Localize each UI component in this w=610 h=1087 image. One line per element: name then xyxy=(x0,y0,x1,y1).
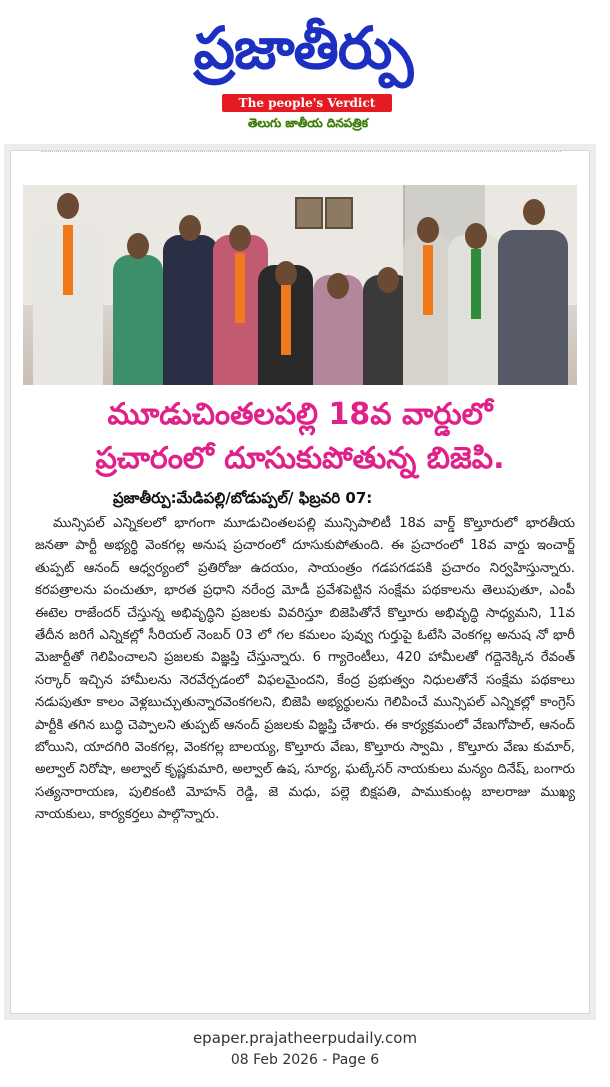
photo-scarf xyxy=(235,253,245,323)
article-dateline: ప్రజాతీర్పు:మేడిపల్లి/బోడుప్పల్/ ఫిబ్రవరి 07: xyxy=(113,489,373,507)
photo-scarf xyxy=(471,249,481,319)
masthead-title: ప్రజాతీర్పు xyxy=(193,14,413,82)
photo-scarf xyxy=(63,225,73,295)
footer-url[interactable]: epaper.prajatheerpudaily.com xyxy=(192,1029,418,1047)
news-photo xyxy=(23,185,577,385)
photo-person-head xyxy=(523,199,545,225)
photo-scarf xyxy=(423,245,433,315)
footer-page-info: 08 Feb 2026 - Page 6 xyxy=(230,1052,380,1068)
photo-person-head xyxy=(179,215,201,241)
photo-scarf xyxy=(281,285,291,355)
photo-person-head xyxy=(377,267,399,293)
clipping-cut-line xyxy=(41,151,561,160)
photo-person-head xyxy=(417,217,439,243)
photo-person xyxy=(498,230,568,385)
masthead-tagline: The people's Verdict xyxy=(222,94,392,112)
photo-person xyxy=(163,235,218,385)
photo-person-head xyxy=(229,225,251,251)
page-footer xyxy=(0,1028,610,1072)
article-headline xyxy=(11,395,589,479)
wall-frame-icon xyxy=(325,197,353,229)
photo-person-head xyxy=(127,233,149,259)
photo-person xyxy=(113,255,163,385)
masthead xyxy=(0,0,610,150)
photo-person-head xyxy=(275,261,297,287)
photo-person-head xyxy=(57,193,79,219)
article-body: మున్సిపల్ ఎన్నికలలో భాగంగా మూడుచింతలపల్లి మున్సిపాలిటీ 18వ వార్డ్ కొల్తూరులో భారతీయ జనతా పార్టీ అభ్యర్థి వెంకగల్ల అనుష ప్రచారంలో దూసుకుపోతుంది. ఈ ప్రచారంలో 18వ వార్డు ఇంచార్జ్ తుప్పట్ ఆనంద్ ఆధ్వర్యంలో ప్రతిరోజు ఉదయం, సాయంత్రం గడపగడపకి ప్రచారం నిర్వహిస్తున్నారు. కరపత్రాలను పంచుతూ, భారత ప్రధాని నరేంద్ర మోడీ ప్రవేశపెట్టిన సంక్షేమ పథకాలను తెలుపుతూ, ఎంపీ ఈటెల రాజేందర్ చేస్తున్న అభివృద్ధిని ప్రజలకు వివరిస్తూ బిజెపితోనే కొల్తూరు అభివృద్ధి సాధ్యమని, 11వ తేదీన జరిగే ఎన్నికల్లో సీరియల్ నెంబర్ 03 లో గల కమలం పువ్వు గుర్తుపై ఓటేసి వెంకగల్ల అనుష నో భారీ మెజార్టీతో గెలిపించాలని ప్రజలకు విజ్ఞప్తి చేస్తున్నారు. 6 గ్యారెంటీలు, 420 హామీలతో గద్దెనెక్కిన రేవంత్ సర్కార్ ఇచ్చిన హామీలను నెరవేర్చడంలో విఫలమైందని, కేంద్ర ప్రభుత్వం నిధులతోనే సంక్షేమ పథకాలు నడుపుతూ కాలం వెళ్లబుచ్చుతున్నారవెంకగలని, బిజెపి అభ్యర్థులను గెలిపించే మున్సిపల్ ఎన్నికల్లో కాంగ్రెస్ పార్టీకి తగిన బుద్ధి చెప్పాలని తుప్పట్ ఆనంద్ ప్రజలకు విజ్ఞప్తి చేశారు. ఈ కార్యక్రమంలో వేణుగోపాల్, ఆనంద్ బోయిని, యాదగిరి వెంకగల్ల, వెంకగల్ల బాలయ్య, కొల్తూరు వేణు, కొల్తూరు స్వామి , కొల్తూరు వేణు కుమార్, అల్వాల్ నిరోషా, అల్వాల్ కృష్ణకుమారి, అల్వాల్ ఉష, సూర్య, ఘట్కేసర్ నాయకులు మన్యం దినేష్, బంగారు సత్యనారాయణ, పులికంటి మోహన్ రెడ్డి, జె మధు, పల్లె బిక్షపతి, పాముకుంట్ల బాలరాజు ముఖ్య నాయకులు, కార్యకర్తలు పాల్గొన్నారు. xyxy=(35,516,575,823)
photo-person-head xyxy=(327,273,349,299)
article-clipping xyxy=(10,150,590,1014)
headline-line-1: మూడుచింతలపల్లి 18వ వార్డులో xyxy=(107,397,493,432)
wall-frame-icon xyxy=(295,197,323,229)
photo-person-head xyxy=(465,223,487,249)
headline-line-2: ప్రచారంలో దూసుకుపోతున్న బిజెపి. xyxy=(95,441,505,476)
masthead-subtitle: తెలుగు జాతీయ దినపత్రిక xyxy=(248,116,368,130)
